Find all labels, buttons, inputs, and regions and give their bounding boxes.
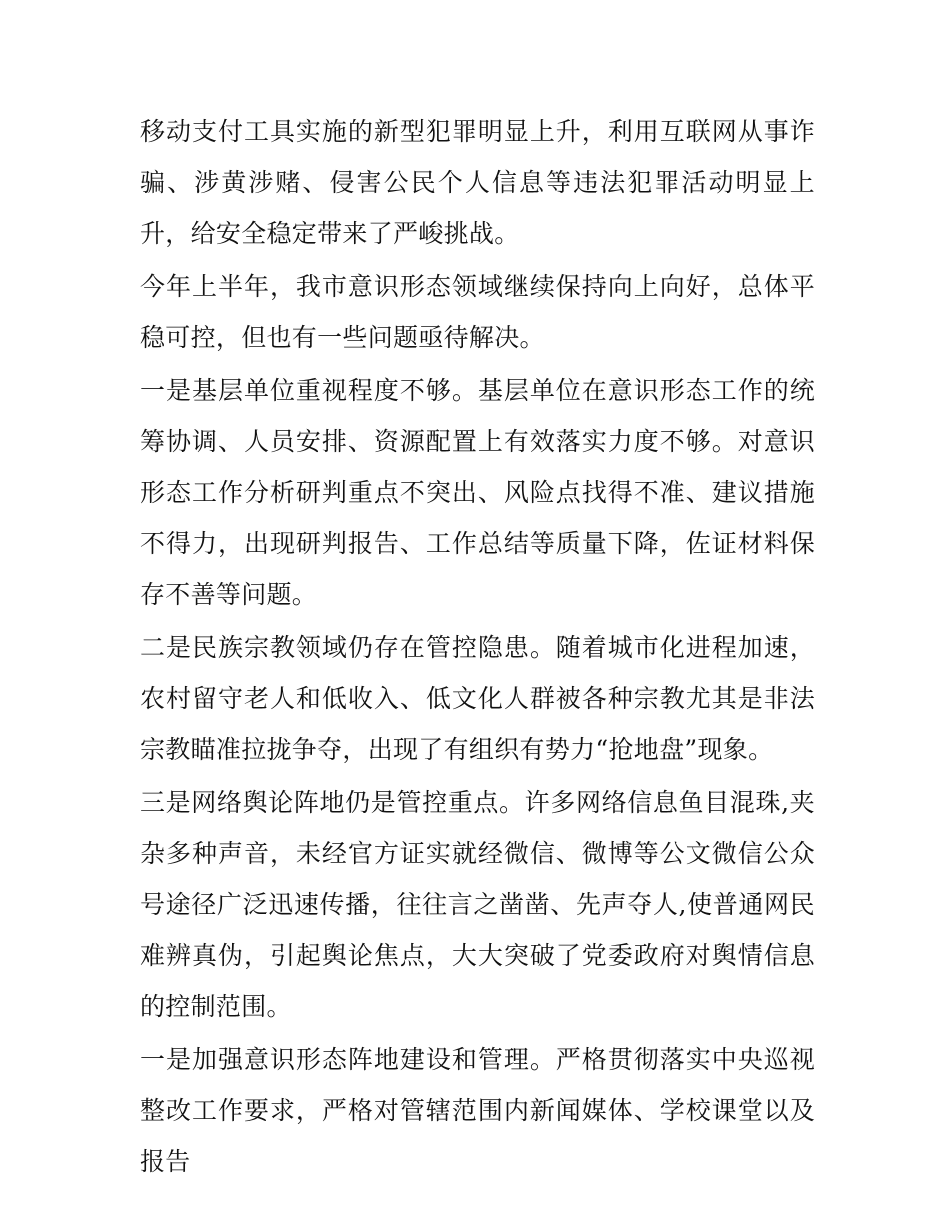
document-body (140, 106, 815, 1189)
paragraph-6: 一是加强意识形态阵地建设和管理。严格贯彻落实中央巡视整改工作要求，严格对管辖范围内新闻媒体、学校课堂以及报告 (140, 1045, 815, 1176)
paragraph-4: 二是民族宗教领域仍存在管控隐患。随着城市化进程加速，农村留守老人和低收入、低文化人群被各种宗教尤其是非法宗教瞄准拉拢争夺，出现了有组织有势力“抢地盘”现象。 (140, 633, 815, 764)
paragraph-5: 三是网络舆论阵地仍是管控重点。许多网络信息鱼目混珠,夹杂多种声音，未经官方证实就经微信、微博等公文微信公众号途径广泛迅速传播，往往言之凿凿、先声夺人,使普通网民难辨真伪，引起舆论焦点，大大突破了党委政府对舆情信息的控制范围。 (140, 788, 815, 1021)
paragraph-1: 移动支付工具实施的新型犯罪明显上升，利用互联网从事诈骗、涉黄涉赌、侵害公民个人信息等违法犯罪活动明显上升，给安全稳定带来了严峻挑战。 (140, 117, 815, 248)
paragraph-2: 今年上半年，我市意识形态领域继续保持向上向好，总体平稳可控，但也有一些问题亟待解决。 (140, 272, 815, 352)
paragraph-3: 一是基层单位重视程度不够。基层单位在意识形态工作的统筹协调、人员安排、资源配置上有效落实力度不够。对意识形态工作分析研判重点不突出、风险点找得不准、建议措施不得力，出现研判报告、工作总结等质量下降，佐证材料保存不善等问题。 (140, 376, 815, 609)
